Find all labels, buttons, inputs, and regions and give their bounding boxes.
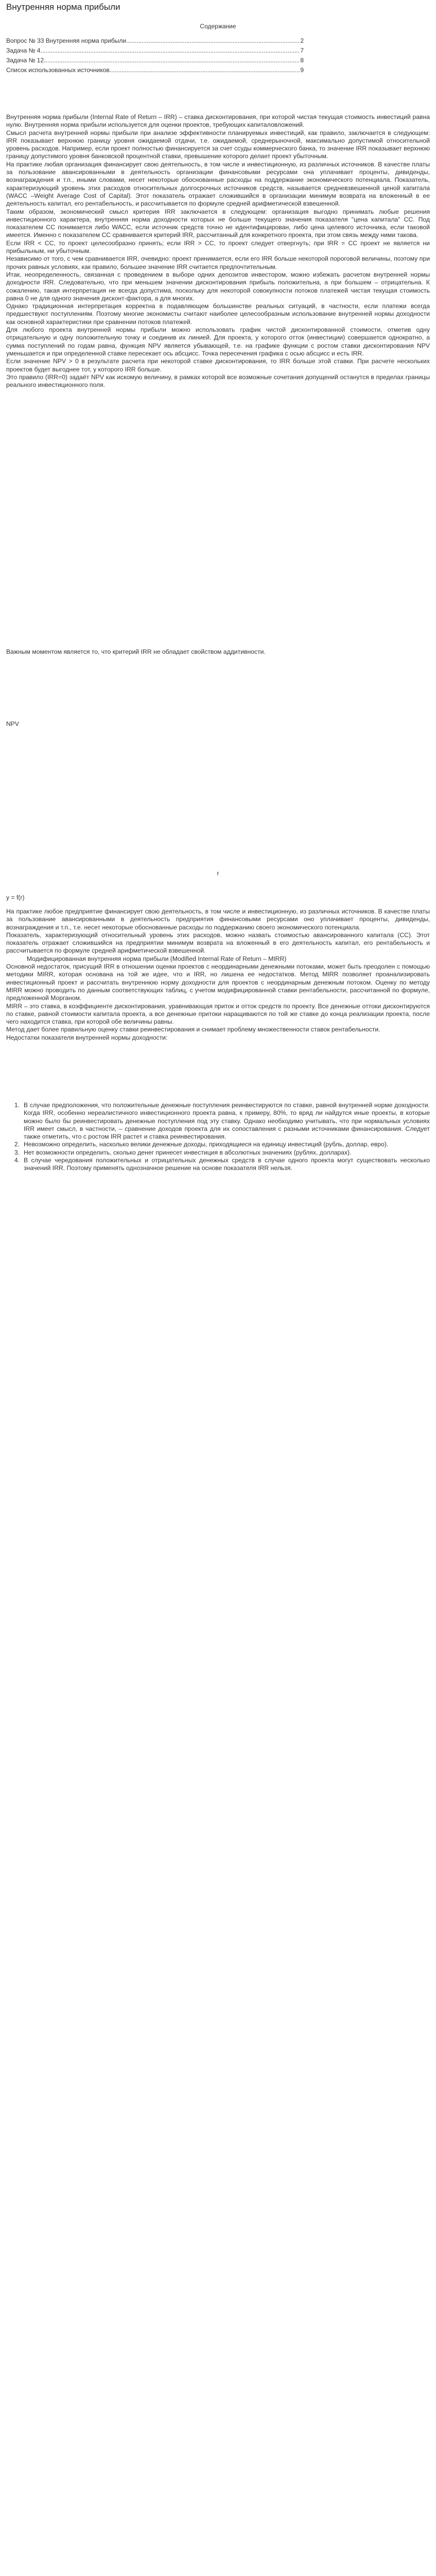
list-item: 4. В случае чередования положительных и отрицательных денежных средств в случае одного проекта могут существовать несколько значений IRR. Поэтому применять однозначное решение на основе показателя IRR нельзя. <box>14 1157 430 1172</box>
toc-leader <box>110 66 301 74</box>
paragraph: Модифицированная внутренняя норма прибыли (Modified Internal Rate of Return – MIRR) <box>27 955 287 962</box>
toc-heading: Содержание <box>200 23 236 30</box>
toc-item[interactable] <box>6 57 304 64</box>
list-item: 3. Нет возможности определить, сколько денег принесет инвестиция в абсолютных значениях (рублях, долларах). <box>14 1148 352 1156</box>
paragraph: Недостатки показателя внутренней нормы доходности: <box>6 1033 168 1041</box>
paragraph: Это правило (IRR=0) задаёт NPV как искомую величину, в рамках которой все возможные сочетания допущений останутся в пределах границы реального инвестиционного поля. <box>6 373 430 389</box>
paragraph: Однако традиционная интерпретация корректна в подавляющем большинстве реальных ситуаций, в частности, если платежи всегда предшествуют поступлениям. Поэтому многие экономисты считают наиболее целесообразным использование внутренней нормы доходности как основной характеристики при сравнении потоков платежей. <box>6 302 430 326</box>
paragraph: Основной недостаток, присущий IRR в отношении оценки проектов с неординарными денежными потоками, может быть преодолен с помощью методики MIRR, которая основана на той же идее, что и IRR, но лишена ее недостатков. Метод MIRR позволяет проанализировать инвестиционный проект и рассчитать внутреннюю норму доходности для проектов с неординарным денежным потоком. Оценку по методу MIRR можно проводить по данным соответствующих таблиц, с учетом модифицированной ставки рентабельности, рассчитанной по формуле, предложенной Морганом. <box>6 963 430 1002</box>
paragraph: Если IRR < СС, то проект целесообразно принять; если IRR > СС, то проект следует отвергнуть; при IRR = СС проект не является ни прибыльным, ни убыточным. <box>6 239 430 255</box>
paragraph: Внутренняя норма прибыли (Internal Rate of Return – IRR) – ставка дисконтирования, при которой чистая текущая стоимость инвестиций равна нулю. Внутренняя норма прибыли используется для оценки проектов, требующих капиталовложений. <box>6 113 430 129</box>
paragraph: На практике любое предприятие финансирует свою деятельность, в том числе и инвестиционную, из различных источников. В качестве платы за пользование авансированными в деятельность предприятия финансовыми ресурсами оно уплачивает проценты, дивиденды, вознаграждения и т.п., т.е. несет некоторые обоснованные расходы по поддержанию своего экономического потенциала. <box>6 908 430 931</box>
toc-item-page: 9 <box>300 66 304 74</box>
paragraph: Итак, неопределенность, связанная с проведением в выборе одних депозитов инвестором, можно избежать расчетом внутренней нормы доходности IRR. Следовательно, что при меньшем значении дисконтирования прибыль положительна, а при большем – отрицательна. К сожалению, такая интерпретация не всегда допустима, поскольку для некоторой совокупности потоков платежей чистая текущая стоимость равна 0 не для одного значения дисконт-фактора, а для многих. <box>6 270 430 302</box>
paragraph: Таким образом, экономический смысл критерия IRR заключается в следующем: организация выгодно принимать любые решения инвестиционного характера, внутренняя норма доходности которых не больше текущего значения показателя "цена капитала" СС. Под показателем СС понимается либо WACC, если источник средств точно не идентифицирован, либо цена целевого источника, если таковой имеется. Именно с показателем СС сравнивается критерий IRR, рассчитанный для конкретного проекта, при этом связь между ними такова. <box>6 208 430 239</box>
section-irr-trailing <box>6 648 430 656</box>
paragraph: Важным моментом является то, что критерий IRR не обладает свойством аддитивности. <box>6 648 266 655</box>
paragraph: Для любого проекта внутренней нормы прибыли можно использовать график чистой дисконтированной стоимости, отметив одну отрицательную и одну положительную точку и соединив их линией. Для проекта, у которого отток (инвестиции) совершается однократно, а сумма поступлений по годам равна, функция NPV является убывающей, т.е. на графике функции с ростом ставки дисконтирования NPV уменьшается и при определенной ставке пересекает ось абсцисс. Точка пересечения графика с осью абсцисс и есть IRR. <box>6 326 430 357</box>
paragraph: Метод дает более правильную оценку ставки реинвестирования и снимает проблему множественности ставок рентабельности. <box>6 1026 380 1033</box>
paragraph: На практике любая организация финансирует свою деятельность, в том числе и инвестиционную, из различных источников. В качестве платы за пользование авансированными в деятельность организации финансовыми ресурсами она уплачивает проценты, дивиденды, вознаграждения и т.п., иными словами, несет некоторые обоснованные расходы на поддержание экономического потенциала. Показатель, характеризующий уровень этих расходов относительных долгосрочных источников средств, называется средневзвешенной ценой капитала (WACC –Weight Average Cost of Capital). Этот показатель отражает сложившийся в организации минимум возврата на вложенный в ее деятельность капитал, его рентабельность, и рассчитывается по формуле средней арифметической взвешенной. <box>6 160 430 208</box>
toc-item[interactable] <box>6 37 304 44</box>
function-equation: y = f(r) <box>6 894 25 901</box>
toc-leader <box>40 47 300 54</box>
paragraph: Смысл расчета внутренней нормы прибыли при анализе эффективности планируемых инвестиций, как правило, заключается в следующем: IRR показывает верхнюю границу уровня ожидаемой отдачи, т.е. ожидаемой, среднерыночной, максимально допустимой относительной уровень расходов. Например, если проект полностью финансируется за счет ссуды коммерческого банка, то значение IRR показывает верхнюю границу допустимого уровня банковской процентной ставки, превышение которого делает проект убыточным. <box>6 129 430 160</box>
paragraph: Независимо от того, с чем сравнивается IRR, очевидно: проект принимается, если его IRR больше некоторой пороговой величины, поэтому при прочих равных условиях, как правило, большее значение IRR считается предпочтительным. <box>6 255 430 270</box>
toc-leader <box>126 37 300 44</box>
section-mirr-text <box>6 908 430 1042</box>
npv-label: NPV <box>6 720 20 727</box>
document-title: Внутренняя норма прибыли <box>6 2 120 12</box>
toc-item-label: Задача № 4 <box>6 47 41 54</box>
toc-item[interactable] <box>6 47 304 54</box>
list-item: 2. Невозможно определить, насколько велики денежные доходы, приходящиеся на единицу инвестиций (рубль, доллар, евро). <box>14 1141 389 1148</box>
toc-item-page: 2 <box>300 37 304 44</box>
toc-item-page: 7 <box>300 47 304 54</box>
paragraph: MIRR – это ставка, в коэффициенте дисконтирования, уравнивающая приток и отток средств по проекту. Все денежные оттоки дисконтируются по ставке, равной стоимости капитала проекта, а все денежные притоки наращиваются по той же ставке до конца реализации проекта, после чего находится ставка, при которой обе величины равны. <box>6 1002 430 1026</box>
toc-item-label: Задача № 12 <box>6 57 44 64</box>
axis-r-label: r <box>217 870 219 877</box>
toc-item[interactable] <box>6 66 304 74</box>
toc-item-label: Вопрос № 33 Внутренняя норма прибыли <box>6 37 127 44</box>
paragraph: Если значение NPV > 0 в результате расчета при некоторой ставке дисконтирования, то IRR больше этой ставки. При расчете нескольких проектов будет выгоднее тот, у которого IRR больше. <box>6 358 430 373</box>
section-irr-text <box>6 113 430 389</box>
irr-disadvantages-list <box>6 1101 430 1173</box>
paragraph: Показатель, характеризующий относительный уровень этих расходов, можно назвать стоимостью авансированного капитала (CC). Этот показатель отражает сложившийся на предприятии минимум возврата на вложенный в его деятельность капитал, его рентабельность и рассчитывается по формуле средней арифметической взвешенной. <box>6 931 430 955</box>
toc-leader <box>44 57 300 64</box>
list-item: 1. В случае предположения, что положительные денежные поступления реинвестируются по ставке, равной внутренней норме доходности. Когда IRR, особенно нереалистичного инвестиционного проекта равна, к примеру, 80%, то вряд ли найдутся иные проекты, в которые можно было бы реинвестировать денежные поступления под эту ставку. Однако необходимо учитывать, что при нормальных условиях IRR имеет смысл, в частности, – сравнение доходов проекта для их сопоставления с разными источниками финансирования. Следует также отметить, что с ростом IRR растет и ставка реинвестирования. <box>14 1101 430 1141</box>
toc-item-page: 8 <box>300 57 304 64</box>
toc-item-label: Список использованных источников <box>6 66 110 74</box>
